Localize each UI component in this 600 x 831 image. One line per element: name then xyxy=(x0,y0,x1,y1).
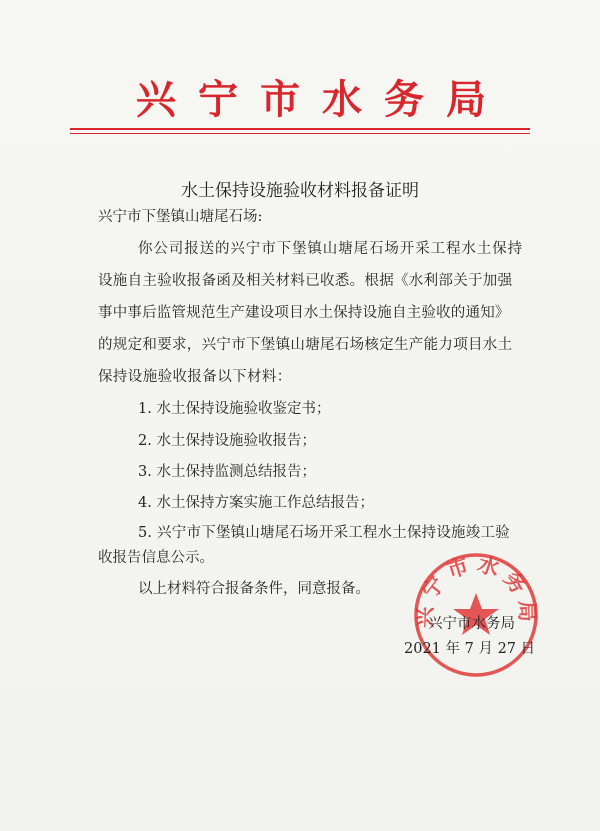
letterhead-divider-thick xyxy=(70,128,530,130)
body-line: 保持设施验收报备以下材料： xyxy=(98,369,292,385)
signature-org: 兴宁市水务局 xyxy=(428,616,515,632)
material-item: 收报告信息公示。 xyxy=(98,550,214,566)
closing-statement: 以上材料符合报备条件，同意报备。 xyxy=(138,581,370,597)
body-line: 你公司报送的兴宁市下堡镇山塘尾石场开采工程水土保持 xyxy=(138,241,523,257)
body-line: 事中事后监管规范生产建设项目水土保持设施自主验收的通知》 xyxy=(98,305,510,321)
material-item: 4. 水土保持方案实施工作总结报告； xyxy=(138,495,374,511)
body-line: 设施自主验收报备函及相关材料已收悉。根据《水利部关于加强 xyxy=(98,273,513,289)
document-title: 水土保持设施验收材料报备证明 xyxy=(181,181,419,201)
letterhead-divider-thin xyxy=(70,133,530,134)
material-item: 3. 水土保持监测总结报告； xyxy=(138,464,316,480)
body-line: 的规定和要求，兴宁市下堡镇山塘尾石场核定生产能力项目水土 xyxy=(98,337,513,353)
material-item: 5. 兴宁市下堡镇山塘尾石场开采工程水土保持设施竣工验 xyxy=(138,525,510,541)
material-item: 2. 水土保持设施验收报告； xyxy=(138,433,316,449)
material-item: 1. 水土保持设施验收鉴定书； xyxy=(138,401,331,417)
seal-text: 兴宁市水务局 xyxy=(412,551,540,629)
signature-date: 2021 年 7 月 27 日 xyxy=(404,641,536,657)
letterhead-title: 兴宁市水务局 xyxy=(136,76,508,123)
addressee: 兴宁市下堡镇山塘尾石场: xyxy=(98,209,263,225)
